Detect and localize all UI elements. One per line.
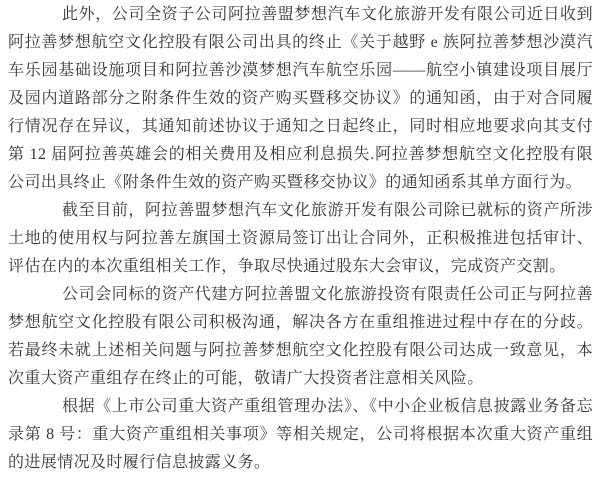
- paragraph-negotiation-risk: 公司会同标的资产代建方阿拉善盟文化旅游投资有限责任公司正与阿拉善梦想航空文化控股有限公司积极沟通，解决各方在重组推进过程中存在的分歧。若最终未就上述相关问题与阿拉善梦想航空文化控股有限公司达成一致意见，本次重大资产重组存在终止的可能，敬请广大投资者注意相关风险。: [8, 286, 593, 387]
- paragraph-disclosure-obligation: 根据《上市公司重大资产重组管理办法》、《中小企业板信息披露业务备忘录第 8 号：重大资产重组相关事项》等相关规定，公司将根据本次重大资产重组的进展情况及时履行信息披露义务。: [8, 398, 593, 471]
- paragraph-termination-notice: 此外，公司全资子公司阿拉善盟梦想汽车文化旅游开发有限公司近日收到阿拉善梦想航空文化控股有限公司出具的终止《关于越野 e 族阿拉善梦想沙漠汽车乐园基础设施项目和阿拉善沙漠梦想汽车航空乐园——航空小镇建设项目展厅及园内道路部分之附条件生效的资产购买暨移交协议》的通知函，由于对合同履行情况存在异议，其通知前述协议于通知之日起终止，同时相应地要求向其支付第 12 届阿拉善英雄会的相关费用及相应利息损失.阿拉善梦想航空文化控股有限公司出具终止《附条件生效的资产购买暨移交协议》的通知函系其单方面行为。: [8, 6, 593, 191]
- paragraph-progress-status: 截至目前，阿拉善盟梦想汽车文化旅游开发有限公司除已就标的资产所涉土地的使用权与阿拉善左旗国土资源局签订出让合同外，正积极推进包括审计、评估在内的本次重组相关工作，争取尽快通过股东大会审议，完成资产交割。: [8, 202, 593, 275]
